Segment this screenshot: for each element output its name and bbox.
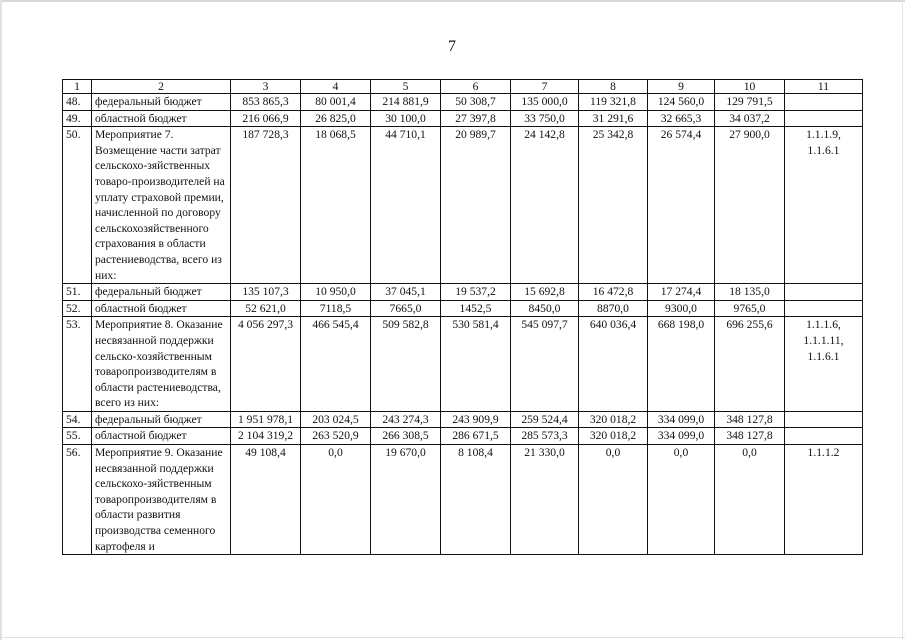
- scan-edge-right: [902, 0, 903, 640]
- value-cell: 334 099,0: [648, 411, 715, 428]
- value-cell: 135 107,3: [231, 284, 301, 301]
- value-cell: 348 127,8: [715, 411, 785, 428]
- value-cell: 466 545,4: [301, 317, 371, 412]
- value-cell: 20 989,7: [441, 127, 511, 284]
- value-cell: 30 100,0: [371, 110, 441, 127]
- reference-cell: [785, 300, 863, 317]
- row-number-cell: 51.: [63, 284, 92, 301]
- value-cell: 545 097,7: [511, 317, 579, 412]
- table-row: [63, 317, 863, 412]
- header-cell: 3: [231, 80, 301, 94]
- value-cell: 52 621,0: [231, 300, 301, 317]
- header-cell: 1: [63, 80, 92, 94]
- value-cell: 10 950,0: [301, 284, 371, 301]
- value-cell: 33 750,0: [511, 110, 579, 127]
- value-cell: 31 291,6: [579, 110, 648, 127]
- value-cell: 243 909,9: [441, 411, 511, 428]
- row-name-cell: федеральный бюджет: [92, 284, 231, 301]
- value-cell: 8450,0: [511, 300, 579, 317]
- table-row: [63, 300, 863, 317]
- header-cell: 8: [579, 80, 648, 94]
- row-number-cell: 55.: [63, 428, 92, 445]
- table-row: [63, 94, 863, 111]
- reference-cell: [785, 411, 863, 428]
- value-cell: 696 255,6: [715, 317, 785, 412]
- header-row: [63, 80, 863, 94]
- value-cell: 348 127,8: [715, 428, 785, 445]
- value-cell: 26 825,0: [301, 110, 371, 127]
- row-number-cell: 52.: [63, 300, 92, 317]
- header-cell: 5: [371, 80, 441, 94]
- row-name-cell: Мероприятие 7. Возмещение части затрат сельскохо-зяйственных товаро-производителей на уплату страховой премии, начисленной по договору сельскохозяйственного страхования в области растениеводства, всего из них:: [92, 127, 231, 284]
- row-name-cell: Мероприятие 9. Оказание несвязанной поддержки сельскохо-зяйственным товаропроизводителям в области развития производства семенного картофеля и: [92, 445, 231, 555]
- value-cell: 853 865,3: [231, 94, 301, 111]
- row-number-cell: 56.: [63, 445, 92, 555]
- reference-cell: 1.1.1.2: [785, 445, 863, 555]
- value-cell: 509 582,8: [371, 317, 441, 412]
- value-cell: 24 142,8: [511, 127, 579, 284]
- value-cell: 15 692,8: [511, 284, 579, 301]
- table-row: [63, 127, 863, 284]
- value-cell: 8 108,4: [441, 445, 511, 555]
- row-number-cell: 49.: [63, 110, 92, 127]
- scan-edge-bottom: [0, 637, 905, 638]
- reference-cell: [785, 94, 863, 111]
- header-cell: 10: [715, 80, 785, 94]
- value-cell: 7118,5: [301, 300, 371, 317]
- scan-edge-left: [0, 0, 2, 640]
- value-cell: 124 560,0: [648, 94, 715, 111]
- reference-cell: 1.1.1.9, 1.1.6.1: [785, 127, 863, 284]
- header-cell: 4: [301, 80, 371, 94]
- value-cell: 27 397,8: [441, 110, 511, 127]
- header-cell: 2: [92, 80, 231, 94]
- value-cell: 286 671,5: [441, 428, 511, 445]
- value-cell: 214 881,9: [371, 94, 441, 111]
- value-cell: 8870,0: [579, 300, 648, 317]
- value-cell: 0,0: [579, 445, 648, 555]
- value-cell: 266 308,5: [371, 428, 441, 445]
- value-cell: 16 472,8: [579, 284, 648, 301]
- value-cell: 26 574,4: [648, 127, 715, 284]
- value-cell: 21 330,0: [511, 445, 579, 555]
- value-cell: 0,0: [301, 445, 371, 555]
- reference-cell: 1.1.1.6, 1.1.1.11, 1.1.6.1: [785, 317, 863, 412]
- value-cell: 9765,0: [715, 300, 785, 317]
- header-cell: 6: [441, 80, 511, 94]
- value-cell: 129 791,5: [715, 94, 785, 111]
- value-cell: 44 710,1: [371, 127, 441, 284]
- value-cell: 19 670,0: [371, 445, 441, 555]
- value-cell: 7665,0: [371, 300, 441, 317]
- value-cell: 334 099,0: [648, 428, 715, 445]
- row-name-cell: федеральный бюджет: [92, 94, 231, 111]
- value-cell: 27 900,0: [715, 127, 785, 284]
- value-cell: 668 198,0: [648, 317, 715, 412]
- value-cell: 17 274,4: [648, 284, 715, 301]
- value-cell: 0,0: [715, 445, 785, 555]
- value-cell: 4 056 297,3: [231, 317, 301, 412]
- value-cell: 80 001,4: [301, 94, 371, 111]
- value-cell: 2 104 319,2: [231, 428, 301, 445]
- value-cell: 25 342,8: [579, 127, 648, 284]
- row-name-cell: Мероприятие 8. Оказание несвязанной поддержки сельско-хозяйственным товаропроизводителям в области растениеводства, всего из них:: [92, 317, 231, 412]
- value-cell: 530 581,4: [441, 317, 511, 412]
- value-cell: 50 308,7: [441, 94, 511, 111]
- row-name-cell: областной бюджет: [92, 300, 231, 317]
- value-cell: 243 274,3: [371, 411, 441, 428]
- value-cell: 1452,5: [441, 300, 511, 317]
- value-cell: 18 068,5: [301, 127, 371, 284]
- value-cell: 19 537,2: [441, 284, 511, 301]
- value-cell: 32 665,3: [648, 110, 715, 127]
- value-cell: 263 520,9: [301, 428, 371, 445]
- budget-table: [62, 79, 863, 555]
- value-cell: 34 037,2: [715, 110, 785, 127]
- reference-cell: [785, 110, 863, 127]
- reference-cell: [785, 428, 863, 445]
- row-name-cell: федеральный бюджет: [92, 411, 231, 428]
- value-cell: 135 000,0: [511, 94, 579, 111]
- value-cell: 49 108,4: [231, 445, 301, 555]
- value-cell: 320 018,2: [579, 428, 648, 445]
- table-row: [63, 284, 863, 301]
- header-cell: 7: [511, 80, 579, 94]
- value-cell: 640 036,4: [579, 317, 648, 412]
- table-row: [63, 411, 863, 428]
- row-name-cell: областной бюджет: [92, 110, 231, 127]
- value-cell: 18 135,0: [715, 284, 785, 301]
- row-name-cell: областной бюджет: [92, 428, 231, 445]
- scan-edge-top: [0, 0, 905, 2]
- value-cell: 9300,0: [648, 300, 715, 317]
- table-row: [63, 110, 863, 127]
- header-cell: 11: [785, 80, 863, 94]
- value-cell: 320 018,2: [579, 411, 648, 428]
- value-cell: 216 066,9: [231, 110, 301, 127]
- row-number-cell: 50.: [63, 127, 92, 284]
- value-cell: 37 045,1: [371, 284, 441, 301]
- row-number-cell: 53.: [63, 317, 92, 412]
- value-cell: 203 024,5: [301, 411, 371, 428]
- table-row: [63, 445, 863, 555]
- value-cell: 187 728,3: [231, 127, 301, 284]
- value-cell: 1 951 978,1: [231, 411, 301, 428]
- value-cell: 119 321,8: [579, 94, 648, 111]
- value-cell: 285 573,3: [511, 428, 579, 445]
- row-number-cell: 48.: [63, 94, 92, 111]
- table-row: [63, 428, 863, 445]
- header-cell: 9: [648, 80, 715, 94]
- row-number-cell: 54.: [63, 411, 92, 428]
- value-cell: 0,0: [648, 445, 715, 555]
- page-number: 7: [448, 38, 456, 55]
- reference-cell: [785, 284, 863, 301]
- value-cell: 259 524,4: [511, 411, 579, 428]
